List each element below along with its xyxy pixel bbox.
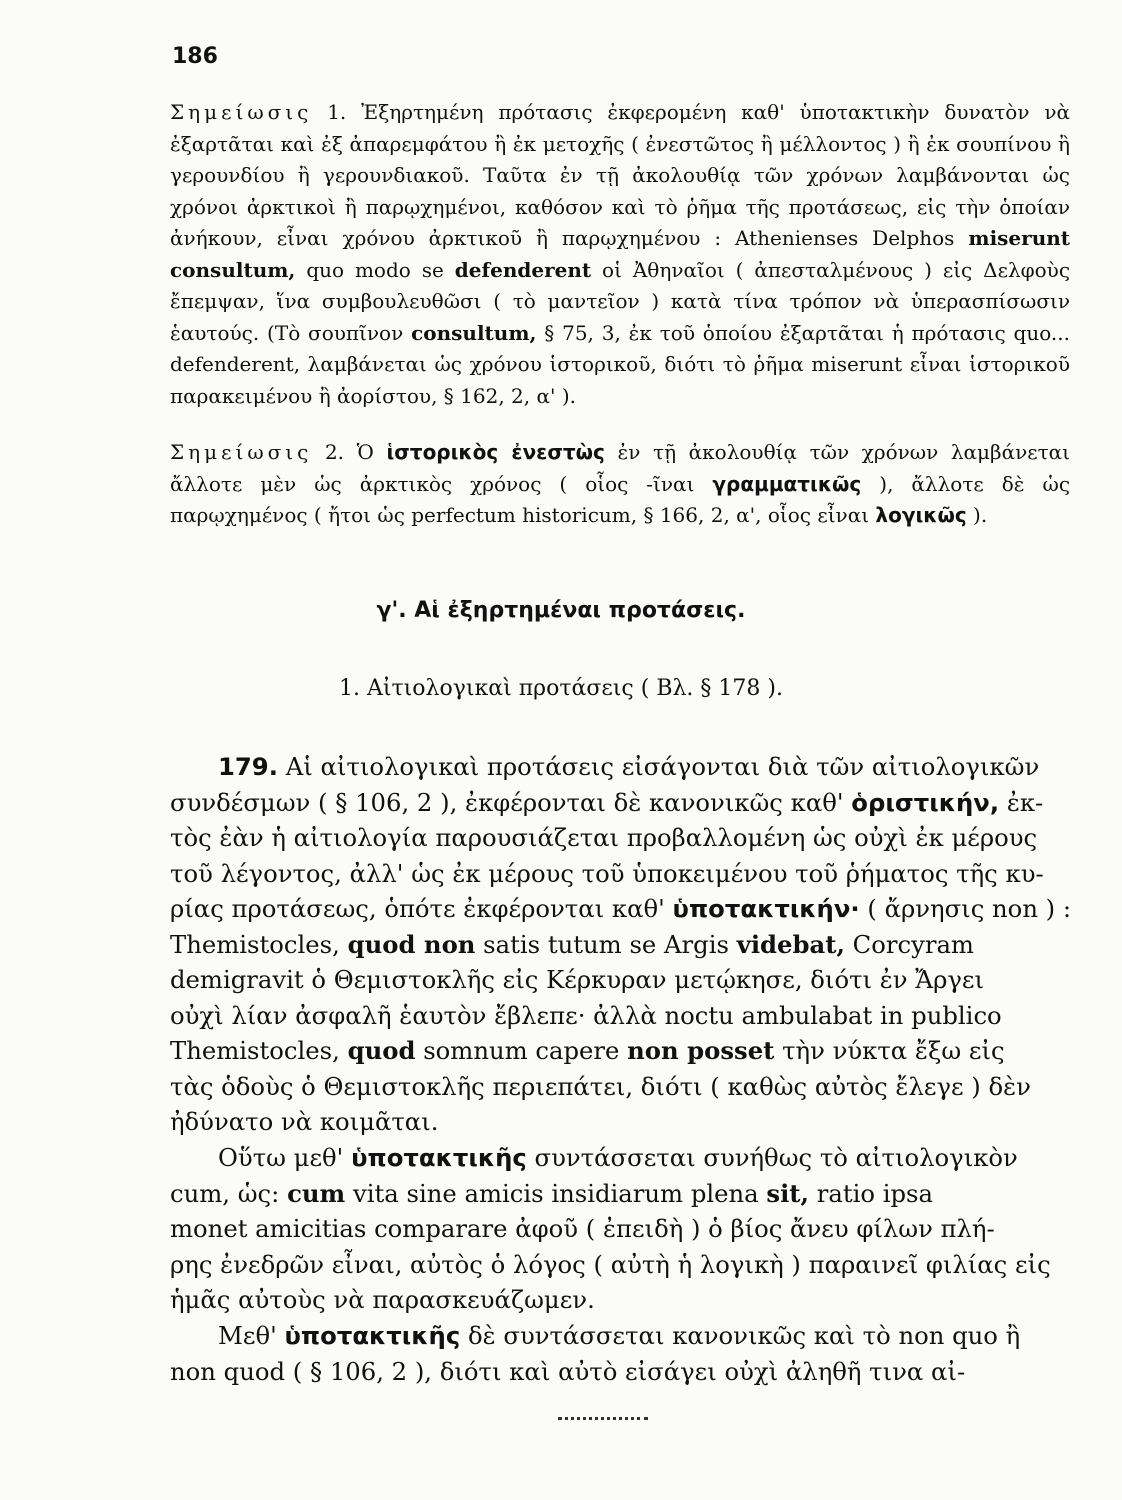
paragraph-line: τὰς ὁδοὺς ὁ Θεμιστοκλῆς περιεπάτει, διότι ( καθὼς αὐτὸς ἔλεγε ) δὲν (170, 1071, 1031, 1101)
page-number: 186 (172, 44, 218, 69)
paragraph-line: ρίας προτάσεως, ὁπότε ἐκφέρονται καθ' ὑποτακτικήν· ( ἄρνησις non ) : (170, 894, 1072, 923)
note-2-bold-2: γραμματικῶς (712, 471, 862, 496)
paragraph-line: τὸς ἐὰν ἡ αἰτιολογία παρουσιάζεται προβαλλομένη ὡς οὐχὶ ἐκ μέρους (170, 823, 1038, 852)
paragraph-line: τοῦ λέγοντος, ἀλλ' ὡς ἐκ μέρους τοῦ ὑποκειμένου τοῦ ῥήματος τῆς κυ- (170, 858, 1044, 888)
note-1-number: 1. (327, 100, 347, 124)
paragraph-2 (170, 1140, 1078, 1318)
paragraph-line: ἡμᾶς αὐτοὺς νὰ παρασκευάζωμεν. (170, 1285, 595, 1314)
note-1-bold-2: defenderent (454, 257, 592, 282)
paragraph-line: Themistocles, quod non satis tutum se Argis videbat, Corcyram (170, 929, 974, 959)
note-2 (170, 437, 1070, 532)
paragraph-line: 179. Αἱ αἰτιολογικαὶ προτάσεις εἰσάγονται διὰ τῶν αἰτιολογικῶν (218, 752, 1040, 781)
section-heading: γ'. Αἱ ἐξηρτημέναι προτάσεις. (376, 598, 746, 623)
paragraph-line: ἠδύνατο νὰ κοιμᾶται. (170, 1107, 439, 1136)
note-2-text-4: ). (973, 503, 988, 527)
footer-divider (558, 1417, 648, 1420)
note-2-text-2: ἐν τῇ ἀκολουθίᾳ τῶν χρόνων λαμβάνεται ἄλλοτε μὲν ὡς ἀρκτικὸς χρόνος ( οἷος -ῖναι (170, 440, 1071, 496)
note-1-text-2: quo modo se (306, 257, 444, 282)
section-subheading: 1. Αἰτιολογικαὶ προτάσεις ( Βλ. § 178 ). (339, 676, 783, 701)
note-1-text-3: οἱ Ἀθηναῖοι ( ἀπεσταλμένους ) εἰς Δελφοὺς ἔπεμψαν, ἵνα συμβουλευθῶσι ( τὸ μαντεῖον ) κατὰ τίνα τρόπον νὰ ὑπερασπίσωσιν ἑαυτούς. (Τὸ σουπῖνον (170, 257, 1071, 345)
paragraph-line: monet amicitias comparare ἀφοῦ ( ἐπειδὴ ) ὁ βίος ἄνευ φίλων πλή- (170, 1214, 995, 1243)
note-2-text-1: Ὁ (356, 440, 374, 464)
paragraph-3 (170, 1318, 1078, 1389)
note-1-text-4: § 75, 3, ἐκ τοῦ ὁποίου ἐξαρτᾶται ἡ πρότασις quo... defenderent, λαμβάνεται ὡς χρόνου ἱστορικοῦ, διότι τὸ ῥῆμα miserunt εἶναι ἱστορικοῦ παρακειμένου ἢ ἀορίστου, § 162, 2, α' ). (170, 320, 1070, 408)
paragraph-line: cum, ὡς: cum vita sine amicis insidiarum plena sit, ratio ipsa (170, 1178, 933, 1208)
note-2-text-3: ), ἄλλοτε δὲ ὡς παρῳχημένος ( ἤτοι ὡς perfectum historicum, § 166, 2, α', οἷος εἶναι (170, 471, 1071, 527)
note-2-number: 2. (324, 440, 345, 464)
note-1-bold-1: miserunt consultum, (170, 226, 1071, 282)
paragraph-179 (170, 749, 1078, 1140)
paragraph-line: demigravit ὁ Θεμιστοκλῆς εἰς Κέρκυραν μετῴκησε, διότι ἐν Ἄργει (170, 965, 985, 994)
paragraph-line: συνδέσμων ( § 106, 2 ), ἐκφέρονται δὲ κανονικῶς καθ' ὁριστικήν, ἐκ- (170, 787, 1044, 817)
note-2-bold-1: ἱστορικὸς ἐνεστὼς (386, 440, 605, 464)
paragraph-line: οὐχὶ λίαν ἀσφαλῆ ἑαυτὸν ἔβλεπε· ἀλλὰ noctu ambulabat in publico (170, 1000, 1002, 1030)
note-2-bold-3: λογικῶς (875, 503, 967, 527)
note-1-bold-3: consultum, (411, 320, 537, 345)
paragraph-line: Μεθ' ὑποτακτικῆς δὲ συντάσσεται κανονικῶς καὶ τὸ non quo ἢ (218, 1321, 1021, 1350)
paragraph-line: ρης ἐνεδρῶν εἶναι, αὐτὸς ὁ λόγος ( αὐτὴ ἡ λογικὴ ) παραινεῖ φιλίας εἰς (170, 1249, 1051, 1279)
paragraph-line: Themistocles, quod somnum capere non posset τὴν νύκτα ἔξω εἰς (170, 1036, 1005, 1065)
note-1-text: Ἐξηρτημένη πρότασις ἐκφερομένη καθ' ὑποτακτικὴν δυνατὸν νὰ ἐξαρτᾶται καὶ ἐξ ἀπαρεμφάτου ἢ ἐκ μετοχῆς ( ἐνεστῶτος ἢ μέλλοντος ) ἢ ἐκ σουπίνου ἢ γερουνδίου ἢ γερουνδιακοῦ. Ταῦτα ἐν τῇ ἀκολουθίᾳ τῶν χρόνων λαμβάνονται ὡς χρόνοι ἀρκτικοὶ ἢ παρῳχημένοι, καθόσον καὶ τὸ ῥῆμα τῆς προτάσεως, εἰς τὴν ὁποίαν ἀνήκουν, εἶναι χρόνου ἀρκτικοῦ ἢ παρῳχημένου : Athenienses Delphos (170, 100, 1071, 250)
note-1-label: Σημείωσις (170, 100, 313, 124)
note-2-label: Σημείωσις (170, 440, 313, 464)
paragraph-line: non quod ( § 106, 2 ), διότι καὶ αὐτὸ εἰσάγει οὐχὶ ἀληθῆ τινα αἰ- (170, 1356, 966, 1386)
paragraph-number: 179. (218, 752, 278, 781)
note-1 (170, 97, 1070, 412)
paragraph-line: Οὕτω μεθ' ὑποτακτικῆς συντάσσεται συνήθως τὸ αἰτιολογικὸν (218, 1143, 1018, 1172)
